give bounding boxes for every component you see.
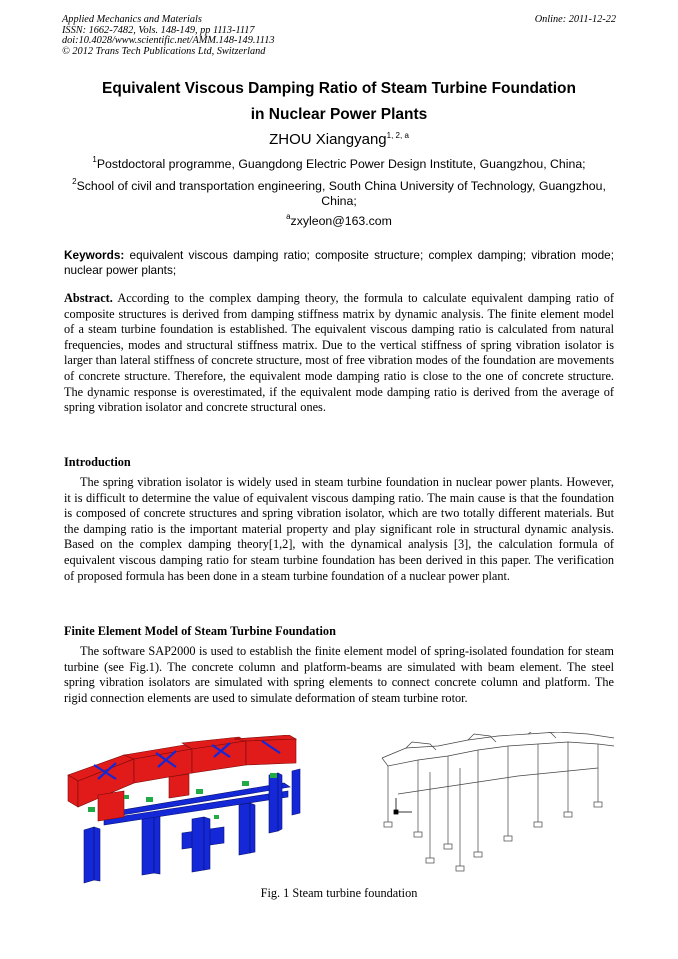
keywords-text: equivalent viscous damping ratio; composite structure; complex damping; vibration mode; nuclear power plants; [64, 248, 614, 277]
fe-model-wireframe-figure [378, 732, 618, 872]
introduction-text: The spring vibration isolator is widely used in steam turbine foundation in nuclear power plants. However, it is difficult to determine the value of equivalent viscous damping ratio. The main cause is that the foundation is composed of concrete structures and spring vibration isolator, which are two totally different materials. But the damping ratio is the important material property and play significant role in structural dynamic analysis. Based on the complex damping theory[1,2], with the dynamical analysis [3], the calculation formula of equivalent viscous damping ratio for steam turbine foundation has been derived in this paper. The verification of proposed formula has been done in a steam turbine foundation of a nuclear power plant. [64, 475, 614, 583]
affiliation-2-text2: China; [321, 194, 357, 208]
wireframe-supports [384, 802, 602, 871]
paper-title-line2: in Nuclear Power Plants [250, 106, 428, 123]
online-date: Online: 2011-12-22 [534, 14, 616, 25]
author-sup: 1, 2, a [386, 131, 409, 140]
doi-line: doi:10.4028/www.scientific.net/AMM.148-149.1113 [62, 35, 275, 46]
email-text: zxyleon@163.com [290, 214, 392, 228]
fem-text: The software SAP2000 is used to establish the finite element model of spring-isolated foundation for steam turbine (see Fig.1). The concrete column and platform-beams are simulated with beam element. The steel spring vibration isolators are simulated with spring elements to connect concrete column and platform. The rigid connection elements are used to simulate deformation of steam turbine rotor. [64, 644, 614, 705]
abstract-text: According to the complex damping theory, the formula to calculate equivalent damping ratio of composite structures is derived from damping stiffness matrix by dynamic analysis. The finite element model of a steam turbine foundation is established. The equivalent viscous damping ratio is calculated from natural frequencies, modes and structural stiffness matrix. Due to the vertical stiffness of spring vibration isolator is larger than lateral stiffness of concrete structure, most of free vibration modes of the foundation are movements of concrete structure. Therefore, the equivalent mode damping ratio is close to the one of concrete structure. The dynamic response is overestimated, if the equivalent mode damping ratio is derived from the average of spring vibration isolator and concrete structural ones. [64, 291, 614, 415]
fe-model-colored-figure [64, 735, 310, 885]
author-line [60, 131, 618, 148]
issn-line: ISSN: 1662-7482, Vols. 148-149, pp 1113-1117 [62, 24, 255, 36]
affiliation-2-text: School of civil and transportation engineering, South China University of Technology, Guangzhou, [76, 179, 606, 193]
affiliation-1-sup: 1 [92, 155, 97, 164]
email-sup: a [286, 212, 291, 221]
author-name: ZHOU Xiangyang [269, 131, 387, 148]
introduction-heading: Introduction [64, 455, 131, 469]
keywords [64, 248, 614, 278]
affiliation-2-sup: 2 [72, 177, 77, 186]
abstract-label: Abstract. [64, 291, 113, 305]
affiliation-1-text: Postdoctoral programme, Guangdong Electric Power Design Institute, Guangzhou, China; [96, 157, 586, 171]
author-email [60, 214, 618, 228]
figure-caption: Fig. 1 Steam turbine foundation [260, 886, 418, 900]
keywords-label: Keywords: [64, 248, 125, 262]
axis-triad-icon [394, 798, 412, 814]
affiliation-1 [60, 157, 618, 171]
paper-title-line1: Equivalent Viscous Damping Ratio of Steam Turbine Foundation [102, 80, 576, 97]
journal-name: Applied Mechanics and Materials [62, 14, 202, 25]
fem-heading: Finite Element Model of Steam Turbine Foundation [64, 624, 336, 638]
copyright-line: © 2012 Trans Tech Publications Ltd, Switzerland [62, 45, 266, 57]
abstract [64, 291, 614, 416]
wireframe-lines [382, 732, 614, 866]
affiliation-2 [60, 179, 618, 209]
journal-header [62, 15, 275, 57]
